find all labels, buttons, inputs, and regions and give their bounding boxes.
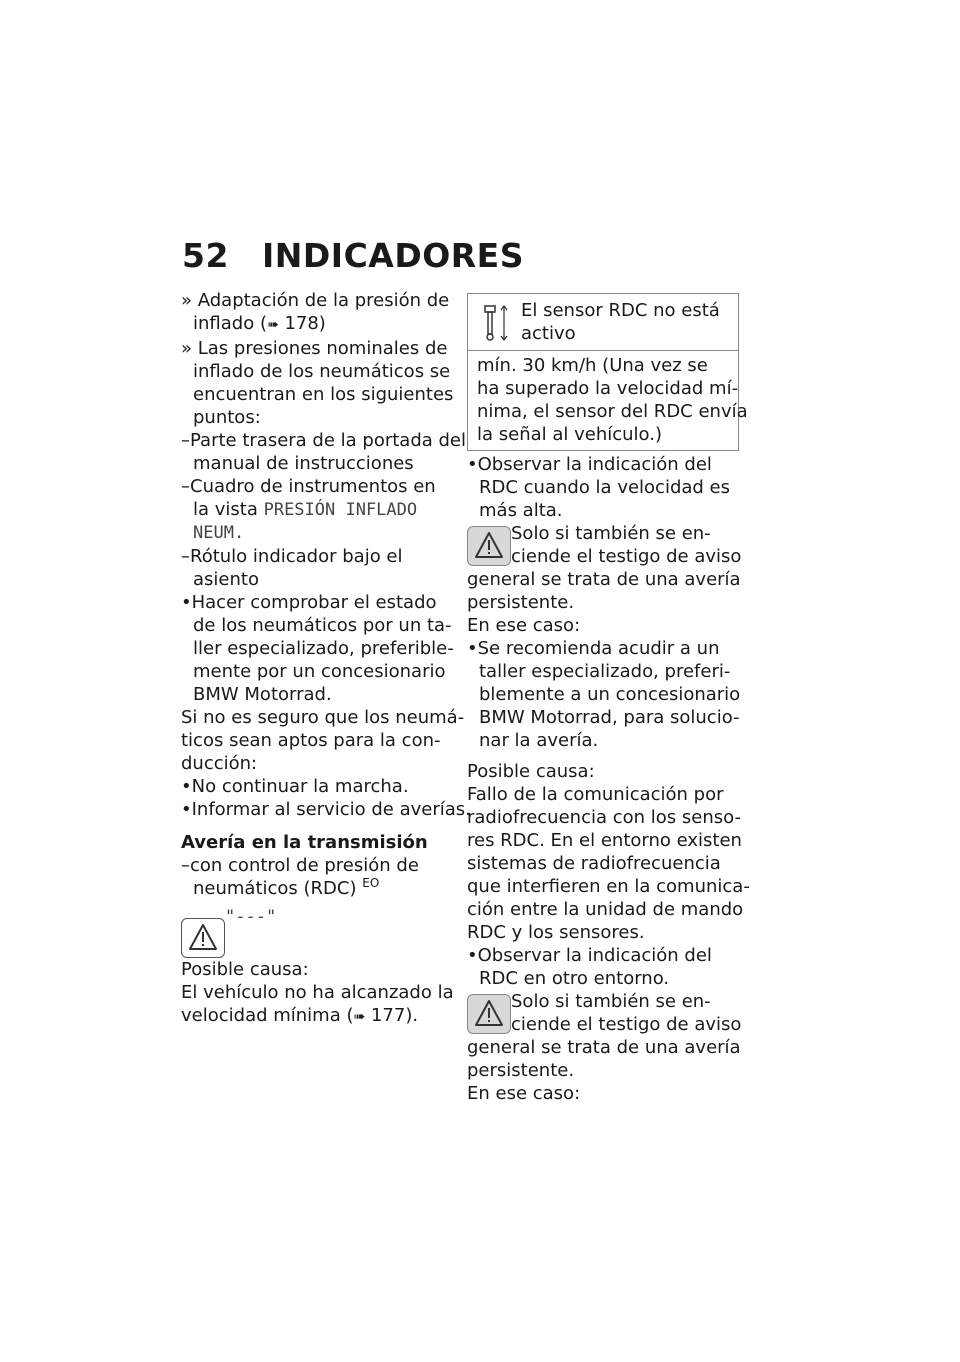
display-readout: "---" xyxy=(225,907,277,927)
superscript: EO xyxy=(362,876,380,890)
text-line: persistente. xyxy=(467,1060,575,1081)
section-title: INDICADORES xyxy=(262,236,524,275)
warning-light xyxy=(467,526,511,566)
text-line: ducción: xyxy=(181,753,258,774)
text-line: BMW Motorrad. xyxy=(193,684,332,705)
text-line: encuentran en los siguientes xyxy=(193,384,454,405)
text-line: BMW Motorrad, para solucio- xyxy=(479,707,740,728)
text-line: –Rótulo indicador bajo el xyxy=(181,546,403,567)
text-line: la señal al vehículo.) xyxy=(477,424,663,445)
text-line: –con control de presión de xyxy=(181,855,419,876)
right-column xyxy=(467,293,750,1105)
text-line: inflado (➠ 178) xyxy=(193,313,326,334)
text-line: ciende el testigo de aviso xyxy=(511,546,742,567)
rdc-table-header xyxy=(468,294,738,351)
text-line: •Hacer comprobar el estado xyxy=(181,592,437,613)
text-line: En ese caso: xyxy=(467,615,581,636)
text-line: nima, el sensor del RDC envía xyxy=(477,401,748,422)
text-line: velocidad mínima (➠ 177). xyxy=(181,1005,419,1026)
text-line: radiofrecuencia con los senso- xyxy=(467,807,741,828)
text-line: RDC y los sensores. xyxy=(467,922,645,943)
page-header xyxy=(182,236,524,275)
text-line: –Cuadro de instrumentos en xyxy=(181,476,436,497)
text-line: Solo si también se en- xyxy=(511,991,711,1012)
page-number: 52 xyxy=(182,236,229,275)
page-ref-link[interactable]: 177). xyxy=(370,1005,419,1026)
text-line: que interfieren en la comunica- xyxy=(467,876,750,897)
warning-note xyxy=(467,522,742,568)
text-line: ciende el testigo de aviso xyxy=(511,1014,742,1035)
text-line: general se trata de una avería xyxy=(467,569,741,590)
text-line: RDC en otro entorno. xyxy=(479,968,670,989)
text-line: sistemas de radiofrecuencia xyxy=(467,853,721,874)
text-line: Posible causa: xyxy=(181,959,309,980)
section-heading: Avería en la transmisión xyxy=(181,832,428,853)
text-line: ción entre la unidad de mando xyxy=(467,899,744,920)
arrow-ref-icon: ➠ xyxy=(266,317,279,333)
warning-triangle-icon xyxy=(468,995,510,1033)
text-line: taller especializado, preferi- xyxy=(479,661,731,682)
warning-triangle-icon xyxy=(468,527,510,565)
text-line: blemente a un concesionario xyxy=(479,684,741,705)
warning-display-row xyxy=(181,906,453,958)
text-line: •No continuar la marcha. xyxy=(181,776,409,797)
warning-light xyxy=(181,918,225,958)
text-line: puntos: xyxy=(193,407,261,428)
text-line: la vista PRESIÓN INFLADO xyxy=(193,499,418,520)
rdc-status-table xyxy=(467,293,748,451)
text-line: mín. 30 km/h (Una vez se xyxy=(477,355,708,376)
text-line: •Observar la indicación del xyxy=(467,945,712,966)
text-line: inflado de los neumáticos se xyxy=(193,361,451,382)
text-line: Si no es seguro que los neumá- xyxy=(181,707,465,728)
text-line: •Se recomienda acudir a un xyxy=(467,638,720,659)
text-line: ha superado la velocidad mí- xyxy=(477,378,739,399)
text-line: ller especializado, preferible- xyxy=(193,638,454,659)
rdc-table-body xyxy=(468,351,748,450)
display-text: PRESIÓN INFLADO xyxy=(263,500,418,520)
rdc-status-text: El sensor RDC no está activo xyxy=(521,300,720,344)
text-line: » Las presiones nominales de xyxy=(181,338,448,359)
text-line: general se trata de una avería xyxy=(467,1037,741,1058)
tire-sensor-icon xyxy=(482,302,512,344)
left-column xyxy=(181,289,471,1029)
text-line: res RDC. En el entorno existen xyxy=(467,830,742,851)
arrow-ref-icon: ➠ xyxy=(353,1009,366,1025)
text-line: persistente. xyxy=(467,592,575,613)
text-line: mente por un concesionario xyxy=(193,661,446,682)
text-line: » Adaptación de la presión de xyxy=(181,290,450,311)
warning-light xyxy=(467,994,511,1034)
text-line: Fallo de la comunicación por xyxy=(467,784,724,805)
text-line: asiento xyxy=(193,569,259,590)
text-line: –Parte trasera de la portada del xyxy=(181,430,467,451)
warning-note xyxy=(467,967,742,1036)
display-text: NEUM. xyxy=(193,523,245,543)
text-line: Solo si también se en- xyxy=(511,523,711,544)
text-line: RDC cuando la velocidad es xyxy=(479,477,731,498)
text-line: •Informar al servicio de averías. xyxy=(181,799,471,820)
text-line: ticos sean aptos para la con- xyxy=(181,730,441,751)
text-line: El vehículo no ha alcanzado la xyxy=(181,982,454,1003)
text-line: En ese caso: xyxy=(467,1083,581,1104)
text-line: manual de instrucciones xyxy=(193,453,414,474)
page-ref-link[interactable]: 178) xyxy=(284,313,326,334)
text-line: neumáticos (RDC) $^{EO}$ xyxy=(193,876,380,899)
text-line: nar la avería. xyxy=(479,730,599,751)
text-line: de los neumáticos por un ta- xyxy=(193,615,452,636)
text-line: •Observar la indicación del xyxy=(467,454,712,475)
text-line: más alta. xyxy=(479,500,563,521)
warning-triangle-icon xyxy=(182,919,224,957)
text-line: Posible causa: xyxy=(467,761,595,782)
